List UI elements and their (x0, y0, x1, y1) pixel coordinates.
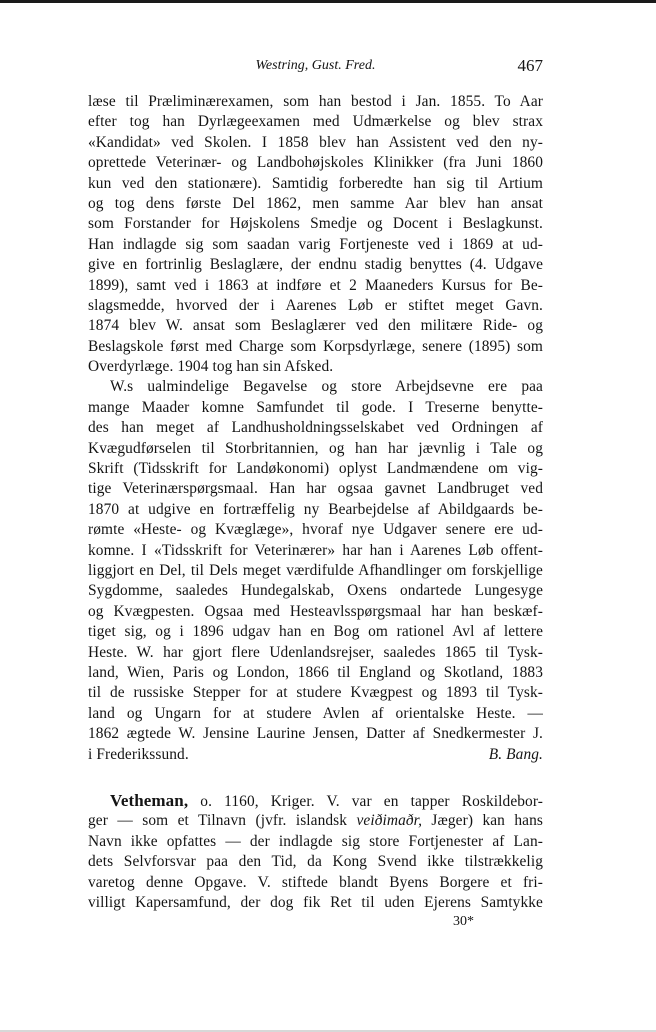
text-line: tiget sig, og i 1896 udgav han en Bog om rationel Avl af lettere (88, 623, 543, 641)
text-line: rømte «Heste- og Kvæglæge», hvoraf nye Udgaver senere ere ud- (88, 521, 543, 539)
italic-term: veiðimaðr, (356, 812, 423, 830)
vetheman-entry (88, 791, 543, 913)
closing-line (88, 745, 543, 765)
text-line: læse til Præliminærexamen, som han bestod i Jan. 1855. To Aar (88, 93, 543, 110)
westring-entry (88, 92, 543, 765)
text-line: liggjort en Del, til Dels meget værdifulde Afhandlinger om forskjellige (88, 561, 543, 579)
text-line: kun ved den stationære). Samtidig forberedte han sig til Artium (88, 174, 543, 192)
paragraph-start-line: W.s ualmindelige Begavelse og store Arbejdsevne ere paa (110, 378, 543, 396)
page-number: 467 (517, 56, 543, 75)
text-line: des han meget af Landhusholdningsselskabet ved Ordningen af (88, 419, 543, 437)
author-signature: B. Bang. (488, 745, 543, 763)
text-line: Overdyrlæge. 1904 tog han sin Afsked. (88, 358, 334, 376)
text-line: Navn ikke opfattes — der indlagde sig store Fortjenester af Lan- (88, 832, 543, 850)
text-line: «Kandidat» ved Skolen. I 1858 blev han Assistent ved den ny- (88, 133, 543, 151)
text-line: og tog dens første Del 1862, men samme Aar blev han ansat (88, 194, 543, 212)
sheet-signature: 30* (453, 914, 474, 929)
text-line: 1899), samt ved i 1863 at indføre et 2 Maaneders Kursus for Be- (88, 276, 543, 294)
text-line: 1874 blev W. ansat som Beslaglærer ved den militære Ride- og (88, 317, 543, 335)
text-line: efter tog han Dyrlægeexamen med Udmærkelse og blev strax (88, 113, 543, 131)
text-line: og Kvægpesten. Ogsaa med Hesteavlsspørgsmaal har han beskæf- (88, 602, 543, 620)
text-line: land, Wien, Paris og London, 1866 til England og Skotland, 1883 (88, 663, 543, 681)
text-line: Beslagskole først med Charge som Korpsdyrlæge, senere (1895) som (88, 337, 543, 355)
text-line: Sygdomme, saaledes Hundegalskab, Oxens ondartede Lungesyge (88, 582, 543, 600)
text-line: 1870 at udgive en fortræffelig ny Bearbejdelse af Abildgaards be- (88, 500, 543, 518)
text-line: Kvægudførselen til Storbritannien, og han har jævnlig i Tale og (88, 439, 543, 457)
text-line: tige Veterinærspørgsmaal. Han har ogsaa gavnet Landbruget ved (88, 480, 543, 498)
text-line (88, 811, 543, 831)
running-head (88, 56, 543, 80)
text-line: villigt Kapersamfund, der dog fik Ret til uden Ejerens Samtykke (88, 893, 543, 911)
entry-heading-line (88, 791, 543, 811)
text-line: give en fortrinlig Beslaglære, der endnu stadig benyttes (4. Udgave (88, 256, 543, 274)
entry-heading-text: o. 1160, Kriger. V. var en tapper Roskildebor- (188, 793, 543, 810)
text-line: slagsmedde, hvorved der i Aarenes Løb er stiftet meget Gavn. (88, 296, 543, 314)
text-line: Skrift (Tidsskrift for Landøkonomi) oplyst Landmændene om vig- (88, 460, 543, 478)
text-line: 1862 ægtede W. Jensine Laurine Jensen, Datter af Snedkermester J. (88, 725, 543, 743)
text-line: som Forstander for Højskolens Smedje og Docent i Beslagkunst. (88, 215, 543, 233)
text-line: Heste. W. har gjort flere Udenlandsrejser, saaledes 1865 til Tysk- (88, 643, 543, 661)
entry-name: Vetheman, (110, 791, 189, 810)
top-border-rule (0, 0, 656, 3)
text-line: til de russiske Stepper for at studere Kvægpest og 1893 til Tysk- (88, 684, 543, 702)
text-line: komne. I «Tidsskrift for Veterinærer» har han i Aarenes Løb offent- (88, 541, 543, 559)
text-fragment: Jæger) kan hans (422, 812, 543, 830)
text-fragment: ger — som et Tilnavn (jvfr. islandsk (88, 812, 357, 830)
text-line: dets Selvforsvar paa den Tid, da Kong Svend ikke tilstrækkelig (88, 853, 543, 871)
text-line: mange Maader komne Samfundet til gode. I Treserne benytte- (88, 398, 543, 416)
text-line: oprettede Veterinær- og Landbohøjskoles Klinikker (fra Juni 1860 (88, 154, 543, 172)
text-line: Han indlagde sig som saadan varig Fortjeneste ved i 1869 at ud- (88, 235, 543, 253)
text-line: varetog denne Opgave. V. stiftede blandt Byens Borgere et fri- (88, 873, 543, 891)
closing-text: i Frederikssund. (88, 745, 189, 763)
text-line: land og Ungarn for at studere Avlen af orientalske Heste. — (88, 704, 543, 722)
running-title: Westring, Gust. Fred. (255, 58, 376, 73)
